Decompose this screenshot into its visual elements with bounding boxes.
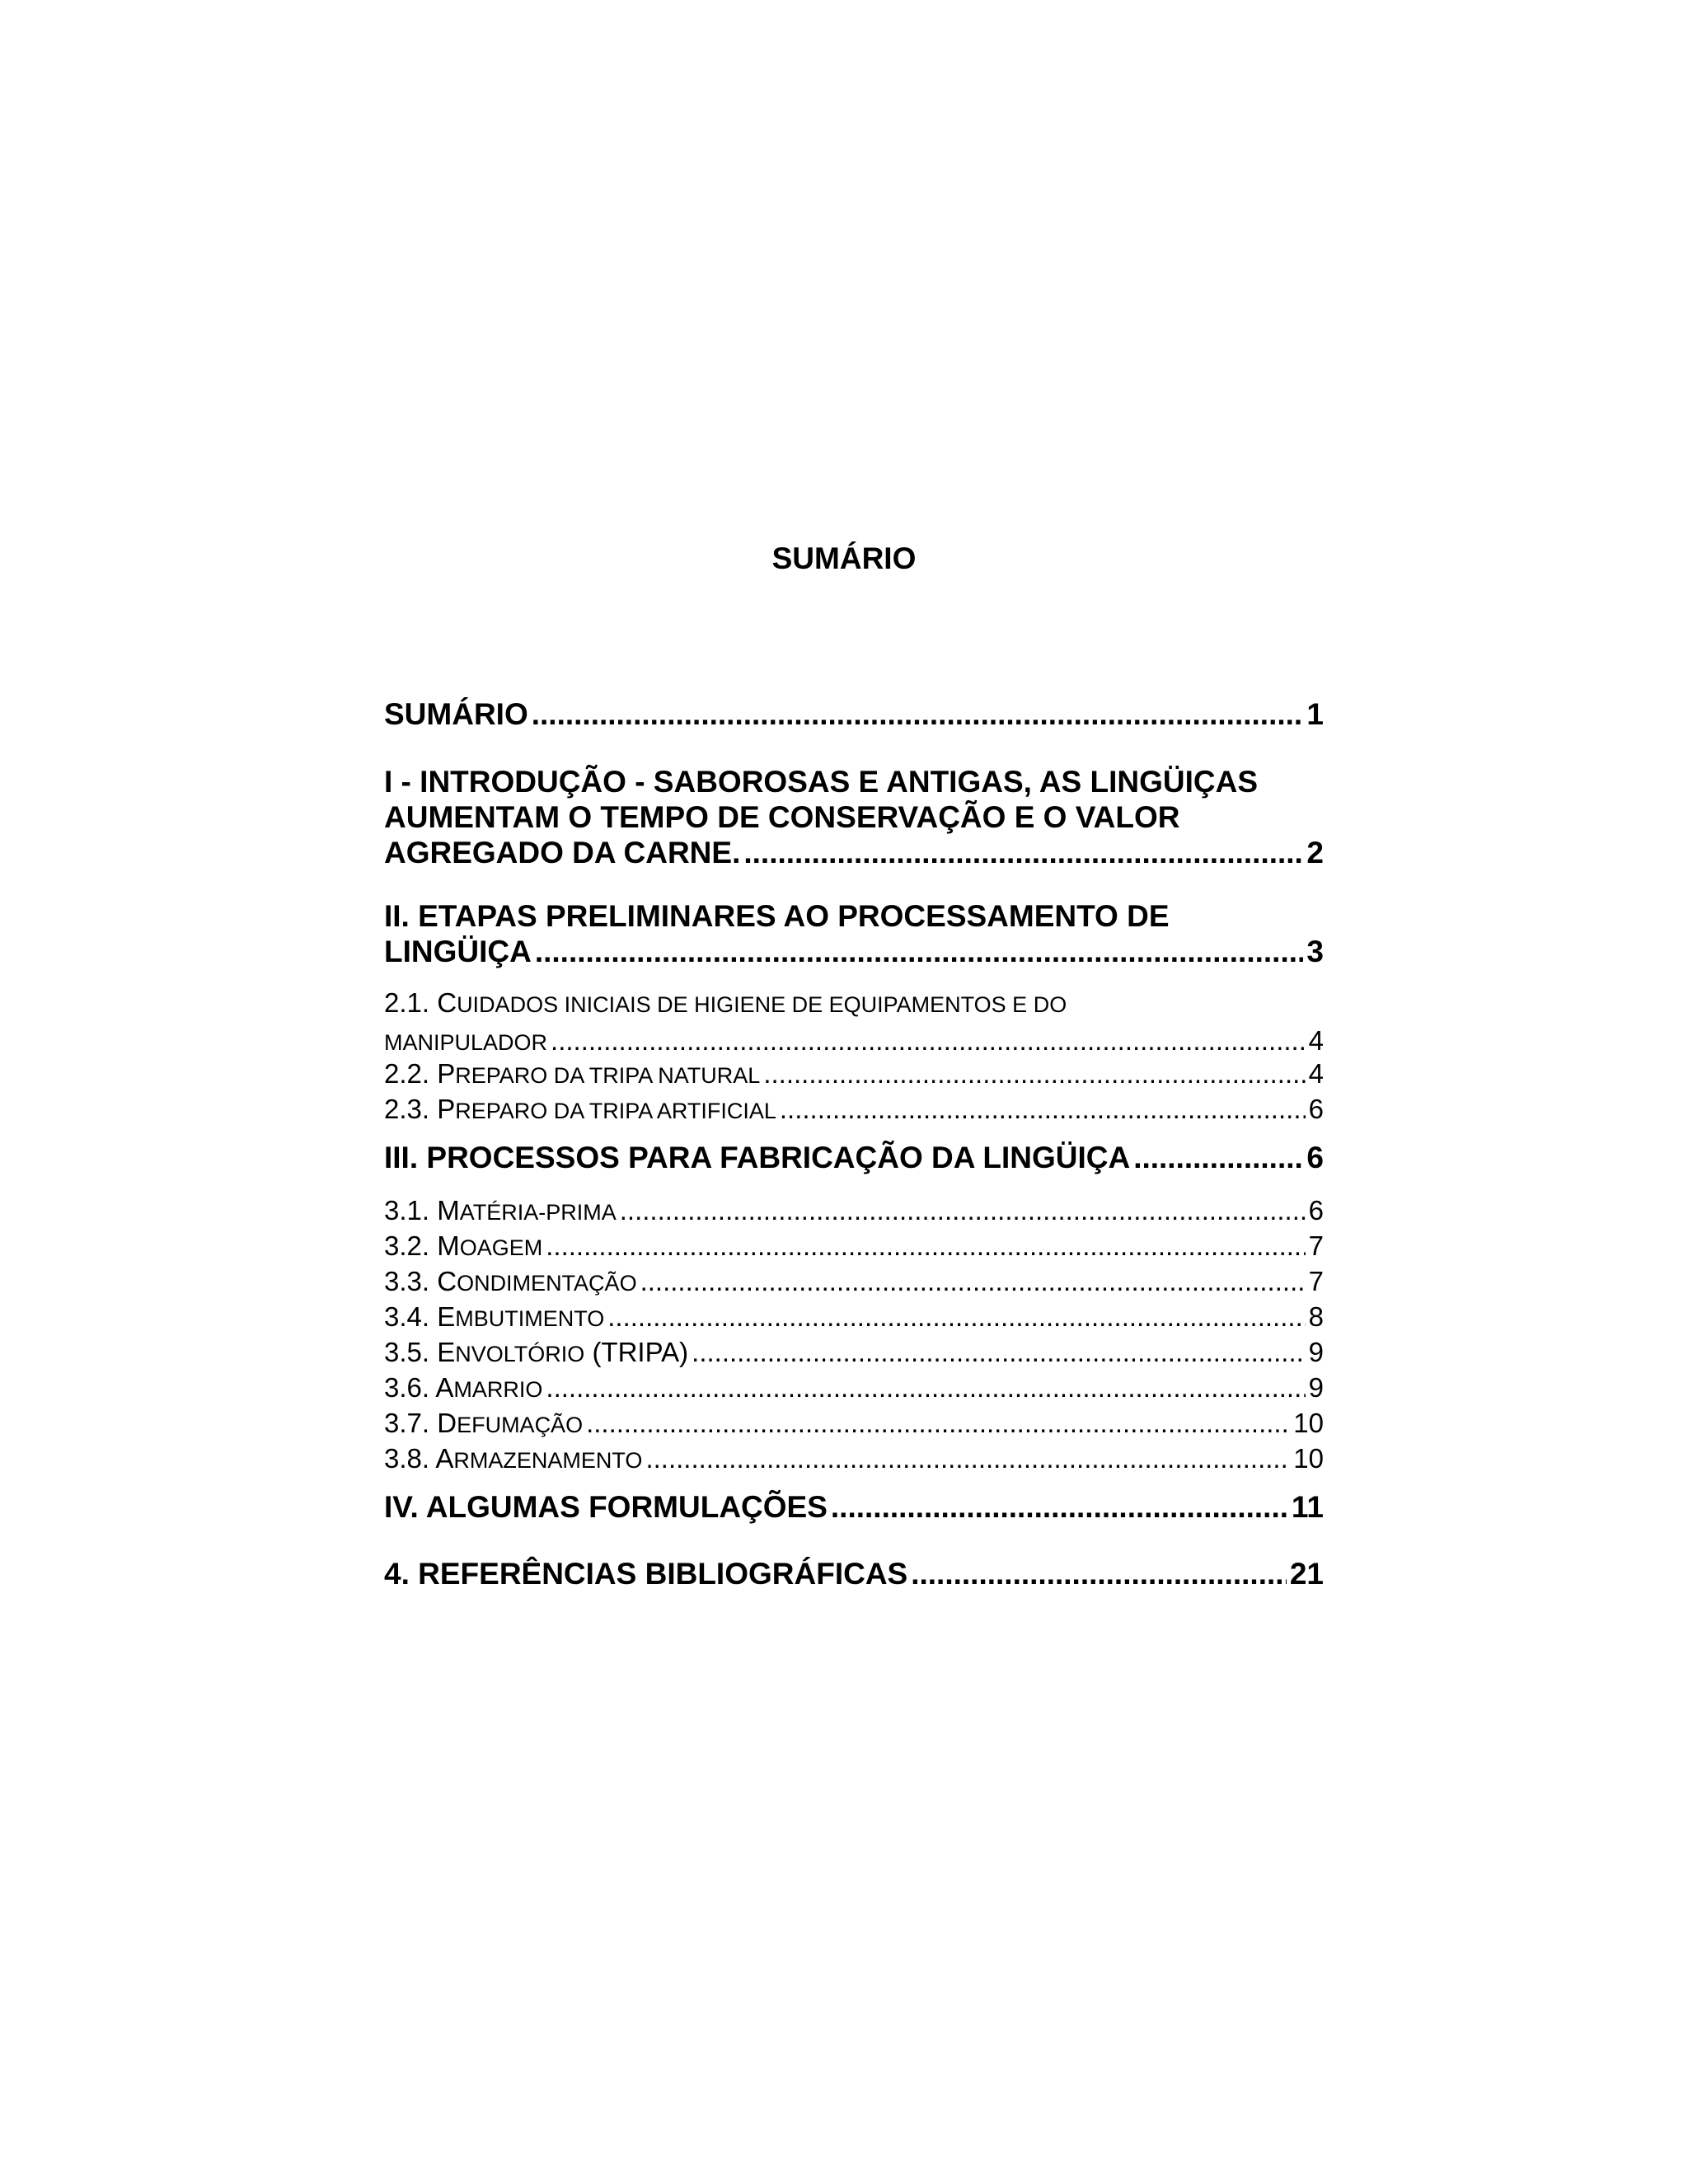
toc-entry-sumario[interactable]: [384, 696, 1324, 732]
toc-entry-title: ATÉRIA-PRIMA: [459, 1200, 617, 1225]
toc-entry-title: MANIPULADOR: [384, 1030, 548, 1055]
toc-page-number: 7: [1308, 1266, 1324, 1296]
toc-entry-title: SUMÁRIO: [384, 697, 528, 731]
toc-section-number: 3.4.: [384, 1301, 430, 1332]
toc-entry-title: UIDADOS INICIAIS DE HIGIENE DE EQUIPAMENTOS E DO: [457, 992, 1067, 1017]
toc-page-number: 10: [1293, 1408, 1324, 1438]
toc-subentry-3-3[interactable]: [384, 1263, 1324, 1301]
dot-leader: [640, 1263, 1306, 1299]
toc-subentry-3-7[interactable]: [384, 1405, 1324, 1443]
toc-entry-title: RMAZENAMENTO: [453, 1448, 643, 1473]
toc-entry-formulacoes[interactable]: [384, 1489, 1324, 1525]
toc-entry-processos[interactable]: [384, 1140, 1324, 1175]
dot-leader: [911, 1556, 1287, 1591]
toc-page-number: 8: [1308, 1301, 1324, 1332]
toc-subentry-2-3[interactable]: [384, 1091, 1324, 1129]
toc-entry-initial: D: [437, 1408, 457, 1438]
toc-entry-initial: P: [437, 1058, 456, 1089]
toc-page-number: 4: [1308, 1058, 1324, 1089]
toc-entry-title: REPARO DA TRIPA NATURAL: [455, 1063, 761, 1088]
toc-entry-title: MBUTIMENTO: [455, 1306, 605, 1331]
toc-entry-title-line: I - INTRODUÇÃO - SABOROSAS E ANTIGAS, AS LINGÜIÇAS: [384, 765, 1259, 799]
toc-page-number: 3: [1306, 935, 1324, 968]
toc-page-number: 9: [1308, 1337, 1324, 1367]
toc-section-number: 3.7.: [384, 1408, 430, 1438]
dot-leader: [620, 1193, 1306, 1228]
toc-entry-initial: P: [437, 1094, 456, 1124]
toc-entry-title: IV. ALGUMAS FORMULAÇÕES: [384, 1490, 828, 1524]
toc-entry-title-line: AGREGADO DA CARNE.: [384, 836, 741, 869]
toc-section-number: 2.3.: [384, 1094, 430, 1124]
toc-entry-title: OAGEM: [459, 1235, 543, 1260]
toc-entry-title-line: LINGÜIÇA: [384, 935, 532, 968]
toc-section-number: 3.3.: [384, 1266, 430, 1296]
toc-page-number: 6: [1306, 1141, 1324, 1174]
dot-leader: [586, 1405, 1290, 1441]
toc-page-number: 7: [1308, 1230, 1324, 1261]
toc-subentry-2-1[interactable]: [384, 985, 1324, 1061]
toc-entry-title: ONDIMENTAÇÃO: [457, 1271, 637, 1296]
toc-section-number: 3.5.: [384, 1337, 430, 1367]
dot-leader: [831, 1489, 1288, 1525]
dot-leader: [780, 1091, 1306, 1127]
toc-section-number: 3.1.: [384, 1195, 430, 1226]
toc-section-number: 2.1.: [384, 987, 430, 1018]
toc-page-number: 4: [1308, 1025, 1324, 1056]
toc-entry-title: 4. REFERÊNCIAS BIBLIOGRÁFICAS: [384, 1557, 908, 1591]
toc-entry-initial: C: [437, 1266, 457, 1296]
toc-entry-introducao[interactable]: [384, 764, 1324, 870]
toc-entry-title: NVOLTÓRIO: [455, 1342, 585, 1366]
toc-subentry-2-2[interactable]: [384, 1056, 1324, 1094]
toc-entry-title: EFUMAÇÃO: [457, 1413, 584, 1437]
toc-section-number: 3.6.: [384, 1372, 430, 1403]
page-title: SUMÁRIO: [771, 541, 917, 575]
toc-page-number: 6: [1308, 1094, 1324, 1124]
toc-entry-title-line: AUMENTAM O TEMPO DE CONSERVAÇÃO E O VALOR: [384, 800, 1180, 834]
toc-entry-title: REPARO DA TRIPA ARTIFICIAL: [455, 1099, 776, 1123]
toc-subentry-3-4[interactable]: [384, 1299, 1324, 1337]
toc-section-number: 2.2.: [384, 1058, 430, 1089]
toc-subentry-3-5[interactable]: [384, 1334, 1324, 1372]
toc-subentry-3-6[interactable]: [384, 1370, 1324, 1408]
toc-page-number: 10: [1293, 1443, 1324, 1474]
dot-leader: [551, 1023, 1306, 1058]
toc-entry-etapas-preliminares[interactable]: [384, 898, 1324, 969]
dot-leader: [645, 1441, 1290, 1476]
toc-page-number: 2: [1306, 836, 1324, 869]
dot-leader: [535, 934, 1304, 969]
toc-entry-title: MARRIO: [453, 1377, 543, 1402]
toc-entry-title-extra: (TRIPA): [592, 1337, 689, 1367]
toc-entry-referencias[interactable]: [384, 1556, 1324, 1591]
toc-entry-initial: A: [435, 1443, 454, 1474]
toc-entry-initial: M: [437, 1230, 460, 1261]
dot-leader: [546, 1228, 1305, 1263]
toc-page-number: 9: [1308, 1372, 1324, 1403]
toc-entry-initial: A: [435, 1372, 454, 1403]
toc-section-number: 3.2.: [384, 1230, 430, 1261]
toc-entry-title-line: II. ETAPAS PRELIMINARES AO PROCESSAMENTO DE: [384, 899, 1170, 933]
dot-leader: [607, 1299, 1305, 1334]
toc-entry-initial: C: [437, 987, 457, 1018]
toc-subentry-3-2[interactable]: [384, 1228, 1324, 1266]
toc-page-number: 6: [1308, 1195, 1324, 1226]
toc-page-number: 11: [1291, 1490, 1324, 1524]
toc-entry-title: III. PROCESSOS PARA FABRICAÇÃO DA LINGÜIÇA: [384, 1141, 1131, 1174]
dot-leader: [532, 696, 1304, 732]
dot-leader: [546, 1370, 1305, 1405]
toc-section-number: 3.8.: [384, 1443, 430, 1474]
toc-page-number: 21: [1289, 1557, 1324, 1591]
toc-entry-initial: E: [437, 1301, 456, 1332]
dot-leader: [1133, 1140, 1303, 1175]
toc-entry-initial: E: [437, 1337, 456, 1367]
toc-subentry-3-8[interactable]: [384, 1441, 1324, 1479]
toc-entry-initial: M: [437, 1195, 460, 1226]
toc-subentry-3-1[interactable]: [384, 1193, 1324, 1230]
dot-leader: [692, 1334, 1305, 1370]
dot-leader: [763, 1056, 1305, 1091]
toc-page-number: 1: [1306, 697, 1324, 731]
dot-leader: [743, 835, 1303, 870]
